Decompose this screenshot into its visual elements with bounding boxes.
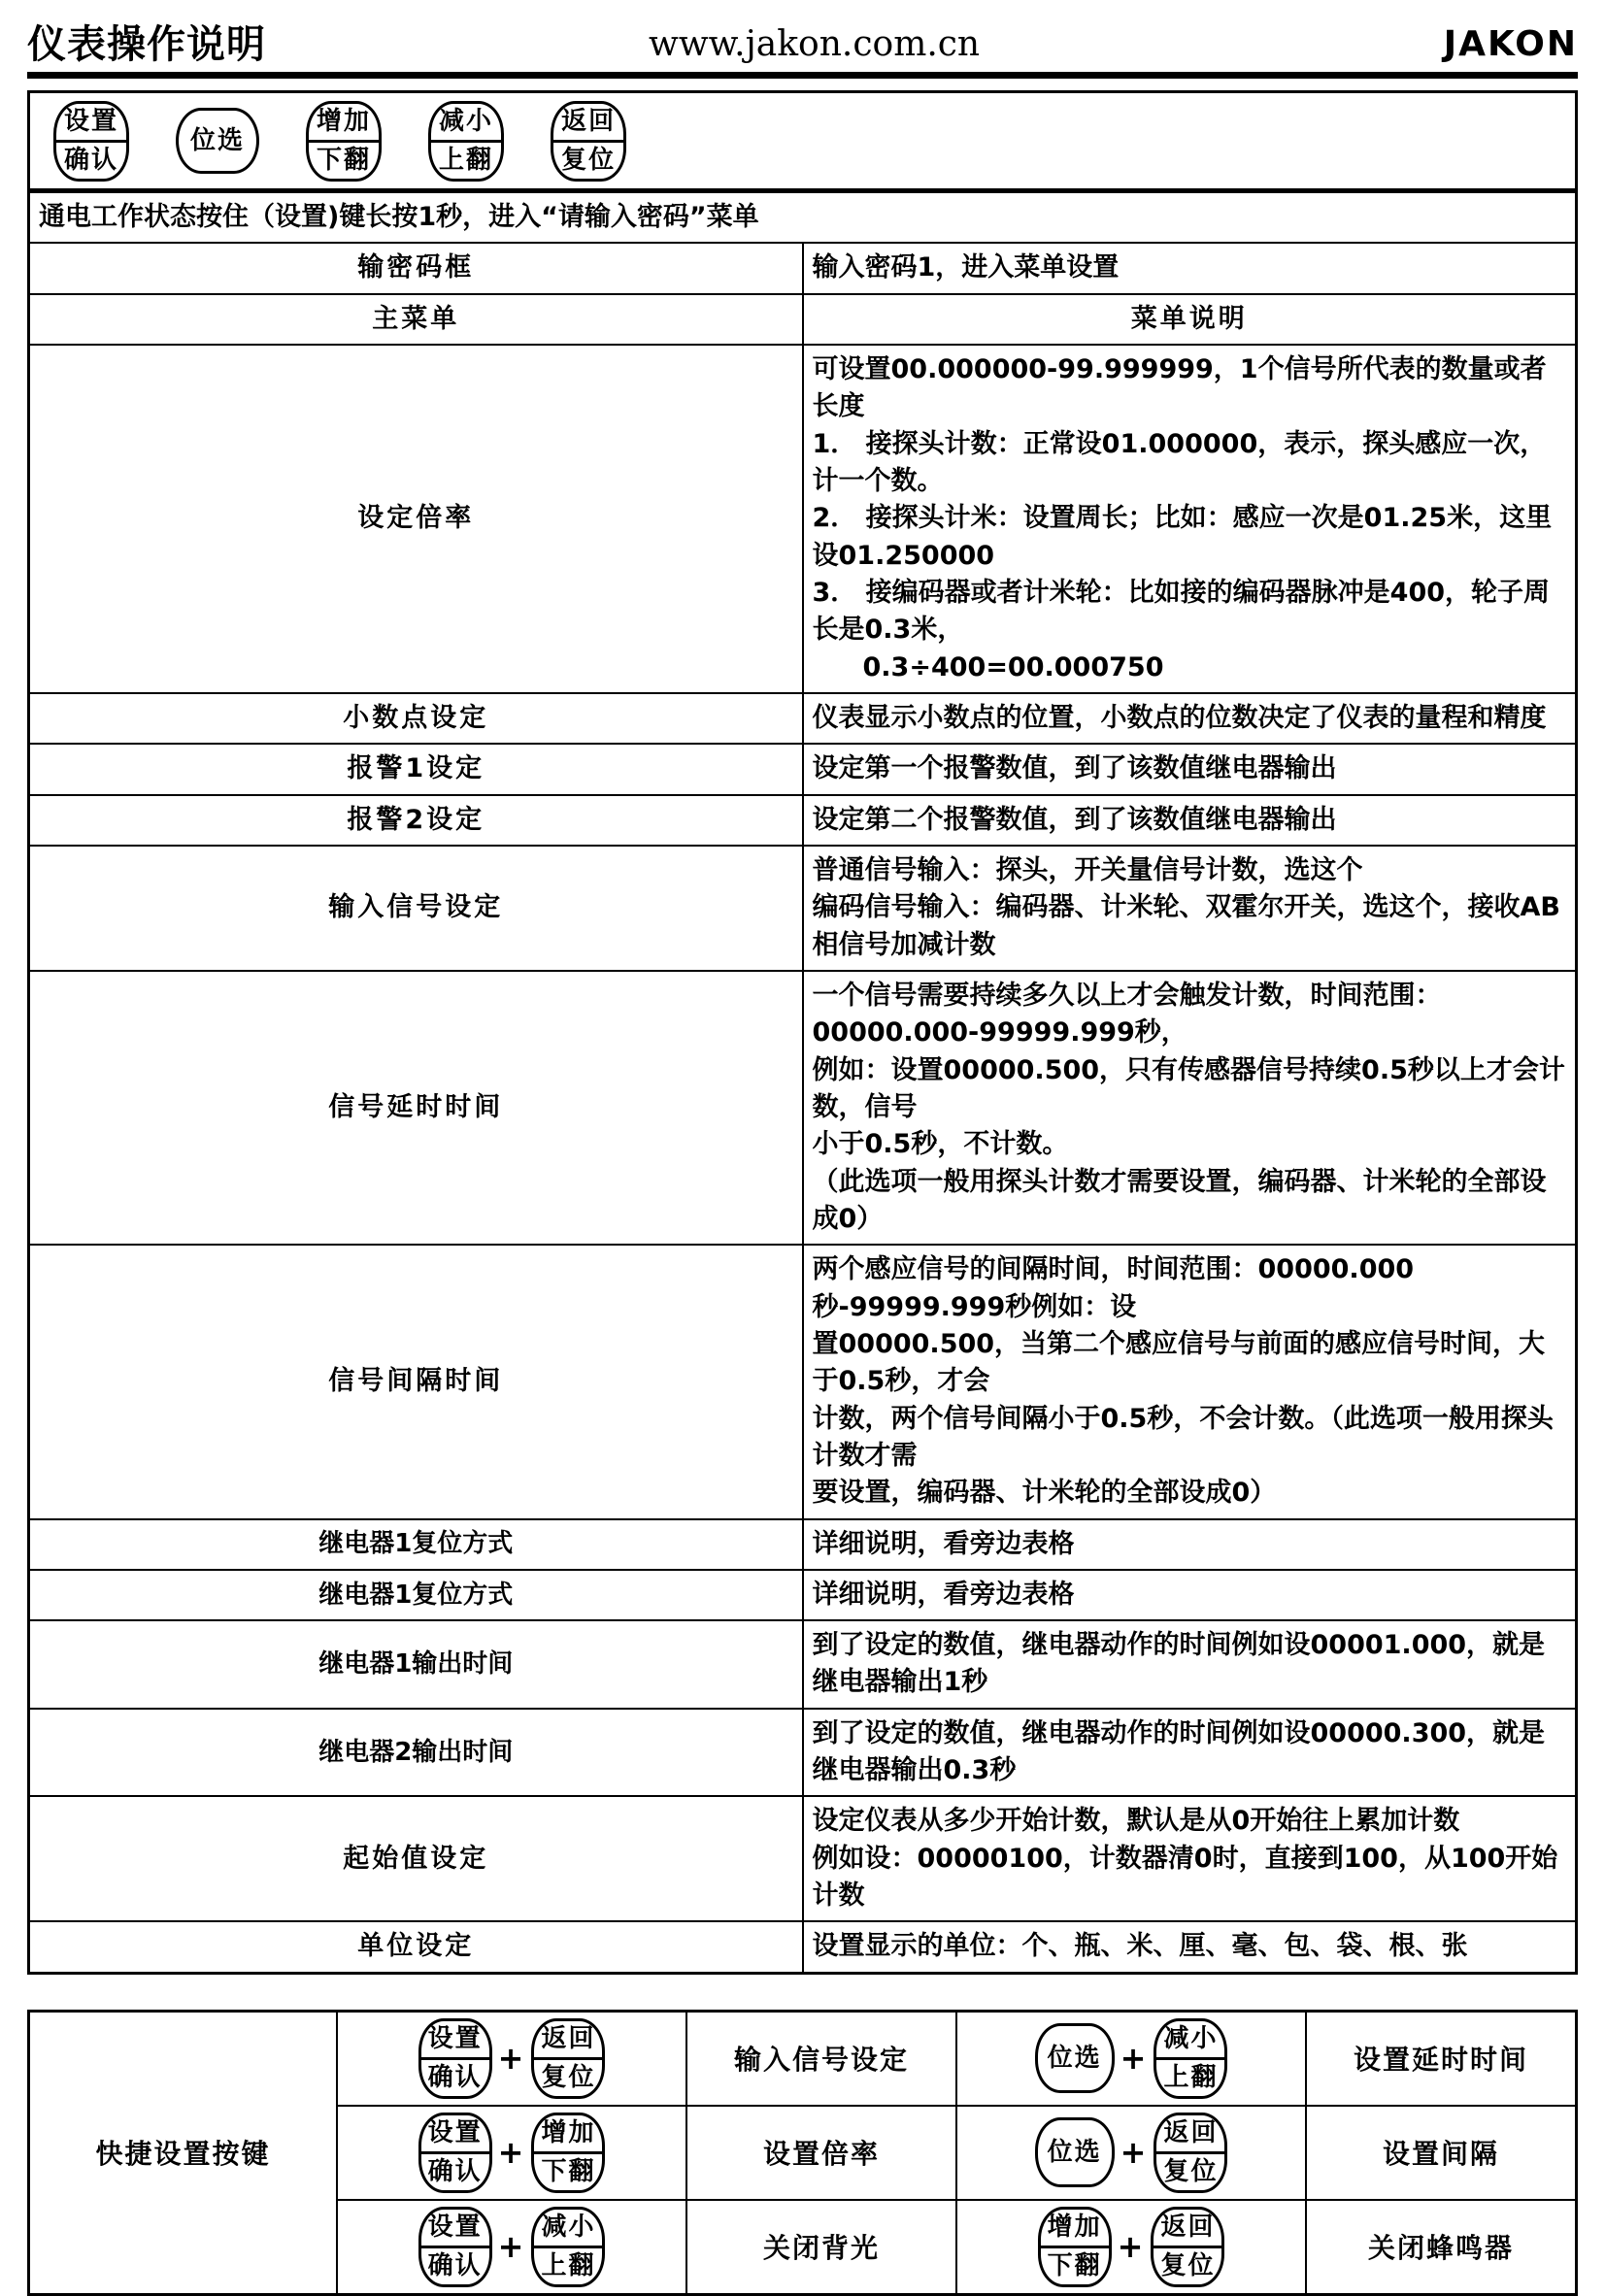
row-label-signal-interval: 信号间隔时间 <box>29 1245 803 1518</box>
row-text-input-signal <box>803 846 1577 971</box>
plus-icon: + <box>497 2040 526 2078</box>
header-divider <box>27 72 1578 79</box>
table-row <box>29 971 1577 1245</box>
line: 例如设：00000100，计数器清0时，直接到100，从100开始计数 <box>812 1843 1558 1912</box>
key-line: 位选 <box>1047 2044 1102 2074</box>
key-decrease-pageup-bottom: 上翻 <box>431 140 501 179</box>
key-line: 复位 <box>1156 2151 1224 2190</box>
shortcut-row1-left-desc: 输入信号设定 <box>686 2011 956 2106</box>
line: 编码信号输入：编码器、计米轮、双霍尔开关，选这个，接收AB相信号加减计数 <box>812 892 1560 960</box>
row-label-relay2-output-time: 继电器2输出时间 <box>29 1709 803 1797</box>
row-label-relay1-reset-b: 继电器1复位方式 <box>29 1570 803 1620</box>
key-back-reset-top: 返回 <box>561 106 617 136</box>
key-decrease-pageup[interactable] <box>428 101 504 182</box>
key-set-confirm[interactable] <box>53 101 129 182</box>
plus-icon: + <box>1120 2134 1149 2172</box>
line: （此选项一般用探头计数才需要设置，编码器、计米轮的全部设成0） <box>812 1166 1547 1234</box>
table-row <box>29 2011 1577 2106</box>
line: 2． 接探头计米：设置周长；比如：感应一次是01.25米，这里设01.250000 <box>812 503 1553 571</box>
key-digit-select[interactable] <box>1035 2117 1115 2187</box>
table-row <box>29 1709 1577 1797</box>
row-text-alarm1: 设定第一个报警数值，到了该数值继电器输出 <box>803 744 1577 794</box>
key-line: 上翻 <box>1156 2057 1224 2096</box>
table-row-header <box>29 294 1577 345</box>
key-increase-pagedown[interactable] <box>306 101 382 182</box>
row-text-relay2-output-time: 到了设定的数值，继电器动作的时间例如设00000.300，就是继电器输出0.3秒 <box>803 1709 1577 1797</box>
shortcut-row1-left-combo <box>337 2011 686 2106</box>
table-row <box>29 693 1577 744</box>
row-text-alarm2: 设定第二个报警数值，到了该数值继电器输出 <box>803 795 1577 846</box>
key-line: 减小 <box>1163 2023 1219 2053</box>
table-row <box>29 795 1577 846</box>
key-line: 确认 <box>421 2151 489 2190</box>
line: 一个信号需要持续多久以上才会触发计数，时间范围： <box>812 980 1442 1011</box>
row-text-start-value <box>803 1796 1577 1921</box>
key-line: 减小 <box>541 2212 596 2242</box>
plus-icon: + <box>1120 2040 1149 2078</box>
key-line: 返回 <box>1163 2117 1219 2147</box>
key-line: 复位 <box>1154 2246 1221 2284</box>
line: 可设置00.000000-99.999999，1个信号所代表的数量或者长度 <box>812 353 1547 422</box>
line: 两个感应信号的间隔时间，时间范围：00000.000秒-99999.999秒例如：设 <box>812 1254 1415 1322</box>
line: 设定仪表从多少开始计数，默认是从0开始往上累加计数 <box>812 1806 1460 1837</box>
key-line: 下翻 <box>534 2151 602 2190</box>
shortcut-row2-left-desc: 设置倍率 <box>686 2106 956 2200</box>
menu-description-table <box>27 191 1578 1975</box>
page-header <box>27 0 1578 68</box>
shortcut-row1-right-combo <box>956 2011 1306 2106</box>
shortcut-key-table <box>27 2010 1578 2296</box>
key-line: 增加 <box>1047 2212 1102 2242</box>
table-row <box>29 1245 1577 1518</box>
key-back-reset[interactable] <box>1151 2207 1224 2287</box>
plus-icon: + <box>1117 2228 1146 2266</box>
key-increase-pagedown[interactable] <box>531 2113 605 2193</box>
key-line: 设置 <box>427 2117 483 2147</box>
key-back-reset[interactable] <box>531 2018 605 2099</box>
row-label-input-signal: 输入信号设定 <box>29 846 803 971</box>
key-line: 上翻 <box>534 2246 602 2284</box>
line: 3． 接编码器或者计米轮：比如接的编码器脉冲是400，轮子周长是0.3米， <box>812 577 1551 646</box>
row-text-signal-delay <box>803 971 1577 1245</box>
table-row <box>29 1519 1577 1570</box>
intro-text: 通电工作状态按住（设置)键长按1秒，进入“请输入密码”菜单 <box>29 192 1577 243</box>
row-label-unit: 单位设定 <box>29 1921 803 1973</box>
key-line: 下翻 <box>1041 2246 1109 2284</box>
row-label-alarm1: 报警1设定 <box>29 744 803 794</box>
brand-logo: JAKON <box>1443 24 1578 64</box>
page-title: 仪表操作说明 <box>27 22 266 67</box>
key-increase-pagedown-bottom: 下翻 <box>309 140 379 179</box>
shortcut-row3-left-combo <box>337 2200 686 2295</box>
shortcut-row1-right-desc: 设置延时时间 <box>1306 2011 1576 2106</box>
keypad-legend-bar <box>27 90 1578 191</box>
key-line: 返回 <box>1160 2212 1216 2242</box>
row-label-relay1-reset-a: 继电器1复位方式 <box>29 1519 803 1570</box>
key-line: 返回 <box>541 2023 596 2053</box>
column-header-main-menu: 主菜单 <box>29 294 803 345</box>
shortcut-row3-right-combo <box>956 2200 1306 2295</box>
table-spacer <box>27 1975 1578 2010</box>
line: 00000.000-99999.999秒， <box>812 1017 1187 1048</box>
key-set-confirm[interactable] <box>418 2207 492 2287</box>
table-row <box>29 846 1577 971</box>
key-digit-select[interactable] <box>1035 2023 1115 2093</box>
table-row <box>29 1570 1577 1620</box>
key-line: 增加 <box>541 2117 596 2147</box>
line: 小于0.5秒，不计数。 <box>812 1129 1069 1160</box>
row-text-relay1-reset-b: 详细说明，看旁边表格 <box>803 1570 1577 1620</box>
key-back-reset-bottom: 复位 <box>553 140 623 179</box>
row-label-password: 输密码框 <box>29 243 803 293</box>
row-text-decimal-point: 仪表显示小数点的位置，小数点的位数决定了仪表的量程和精度 <box>803 693 1577 744</box>
key-line: 位选 <box>1047 2138 1102 2168</box>
key-line: 设置 <box>427 2023 483 2053</box>
key-set-confirm-bottom: 确认 <box>56 140 126 179</box>
table-row-intro <box>29 192 1577 243</box>
table-row <box>29 1796 1577 1921</box>
key-decrease-pageup-top: 减小 <box>439 106 494 136</box>
table-row <box>29 1620 1577 1709</box>
row-label-start-value: 起始值设定 <box>29 1796 803 1921</box>
row-label-multiplier: 设定倍率 <box>29 345 803 693</box>
shortcut-table-label: 快捷设置按键 <box>29 2011 337 2294</box>
plus-icon: + <box>497 2134 526 2172</box>
line: 计数，两个信号间隔小于0.5秒，不会计数。（此选项一般用探头计数才需 <box>812 1403 1554 1471</box>
table-row <box>29 1921 1577 1973</box>
shortcut-row2-left-combo <box>337 2106 686 2200</box>
table-row <box>29 744 1577 794</box>
key-decrease-pageup[interactable] <box>531 2207 605 2287</box>
plus-icon: + <box>497 2228 526 2266</box>
line: 普通信号输入：探头，开关量信号计数，选这个 <box>812 854 1363 885</box>
key-digit-select-top: 位选 <box>190 126 246 155</box>
row-text-relay1-reset-a: 详细说明，看旁边表格 <box>803 1519 1577 1570</box>
row-text-password: 输入密码1，进入菜单设置 <box>803 243 1577 293</box>
row-label-decimal-point: 小数点设定 <box>29 693 803 744</box>
key-line: 复位 <box>534 2057 602 2096</box>
key-line: 确认 <box>421 2246 489 2284</box>
website-url: www.jakon.com.cn <box>649 24 981 64</box>
line: 1． 接探头计数：正常设01.000000，表示，探头感应一次，计一个数。 <box>812 428 1547 496</box>
table-row <box>29 345 1577 693</box>
key-back-reset[interactable] <box>1154 2113 1227 2193</box>
key-set-confirm[interactable] <box>418 2018 492 2099</box>
row-text-unit: 设置显示的单位：个、瓶、米、厘、毫、包、袋、根、张 <box>803 1921 1577 1973</box>
key-decrease-pageup[interactable] <box>1154 2018 1227 2099</box>
shortcut-row3-right-desc: 关闭蜂鸣器 <box>1306 2200 1576 2295</box>
shortcut-row2-right-desc: 设置间隔 <box>1306 2106 1576 2200</box>
row-text-signal-interval <box>803 1245 1577 1518</box>
row-label-signal-delay: 信号延时时间 <box>29 971 803 1245</box>
row-text-multiplier <box>803 345 1577 693</box>
row-label-alarm2: 报警2设定 <box>29 795 803 846</box>
column-header-menu-desc: 菜单说明 <box>803 294 1577 345</box>
line: 0.3÷400=00.000750 <box>862 651 1164 682</box>
key-increase-pagedown-top: 增加 <box>317 106 372 136</box>
key-increase-pagedown[interactable] <box>1038 2207 1112 2287</box>
key-line: 设置 <box>427 2212 483 2242</box>
shortcut-row2-right-combo <box>956 2106 1306 2200</box>
row-text-relay1-output-time: 到了设定的数值，继电器动作的时间例如设00001.000，就是继电器输出1秒 <box>803 1620 1577 1709</box>
key-line: 确认 <box>421 2057 489 2096</box>
line: 例如：设置00000.500，只有传感器信号持续0.5秒以上才会计数，信号 <box>812 1054 1565 1122</box>
line: 要设置，编码器、计米轮的全部设成0） <box>812 1478 1277 1509</box>
line: 置00000.500，当第二个感应信号与前面的感应信号时间，大于0.5秒，才会 <box>812 1328 1546 1397</box>
key-set-confirm-top: 设置 <box>64 106 119 136</box>
key-set-confirm[interactable] <box>418 2113 492 2193</box>
key-digit-select[interactable] <box>176 108 259 174</box>
key-back-reset[interactable] <box>551 101 626 182</box>
shortcut-row3-left-desc: 关闭背光 <box>686 2200 956 2295</box>
table-row-password <box>29 243 1577 293</box>
row-label-relay1-output-time: 继电器1输出时间 <box>29 1620 803 1709</box>
